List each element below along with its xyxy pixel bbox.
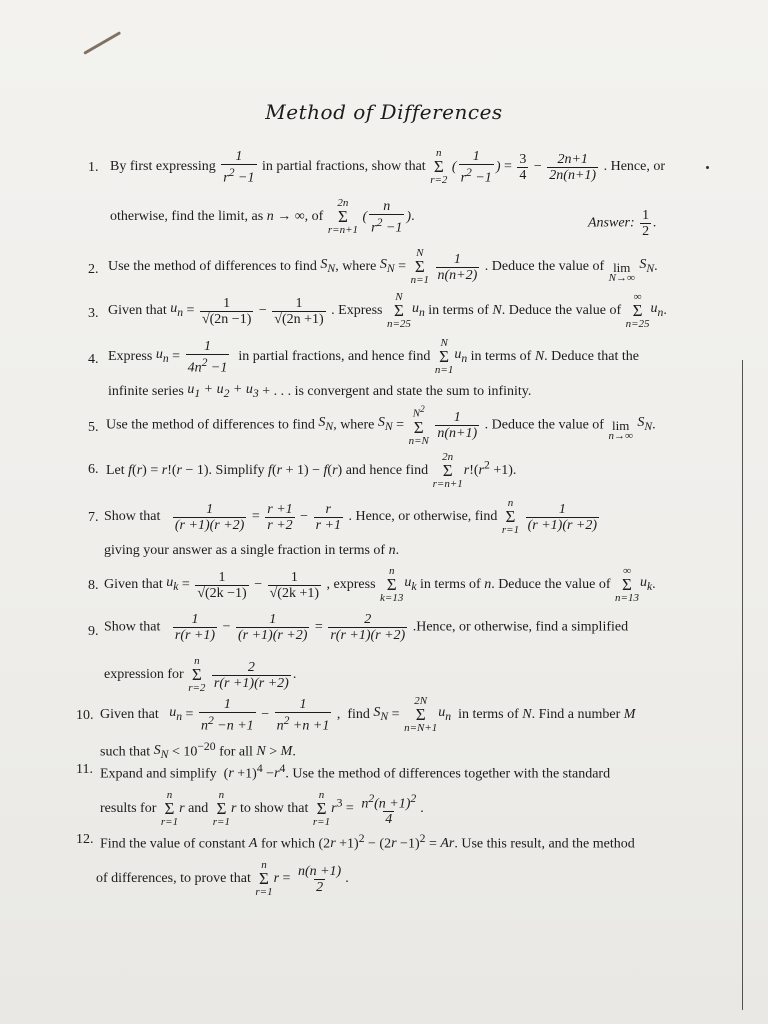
- question-2: Use the method of differences to find $S_N$, where $S_N$ = N Σ n=1 $\frac{1}{n(n+2)}$ . Deduce the value of lim N→∞ $S_N$.: [108, 247, 658, 286]
- question-10: Given that $u_n$ = $\frac{1}{n^2 -n +1}$ − $\frac{1}{n^2 +n +1}$ , find $S_N$ = 2N Σ n=N+1 $u_n$ in terms of N. Find a number M: [100, 695, 636, 734]
- question-number: 12.: [76, 832, 94, 847]
- question-number: 2.: [88, 262, 99, 277]
- question-10-continued: such that $S_N < 10^{-20}$ for all N > M.: [100, 740, 296, 761]
- question-4-continued: infinite series $u_1 + u_2 + u_3$ + . . . is convergent and state the sum to infinity.: [108, 382, 532, 400]
- question-12-continued: of differences, to prove that n Σ r=1 r = $\frac{n(n +1)}{2}$ .: [96, 859, 349, 898]
- question-4: Express $u_n$ = $\frac{1}{4n^2 -1}$ in partial fractions, and hence find N Σ n=1 $u_n$ in terms of N. Deduce that the: [108, 337, 640, 376]
- stray-mark: [706, 166, 709, 169]
- question-9-continued: expression for n Σ r=2 $\frac{2}{r(r +1)(r +2)}$ .: [104, 655, 297, 694]
- question-number: 5.: [88, 420, 99, 435]
- question-1: By first expressing $\frac{1}{r^2 -1}$ in partial fractions, show that n Σ r=2 ( $\frac{1}{r^2 -1}$ ) = $\frac{3}{4}$ − $\frac{2n+1}{2n(n+1)}$ . Hence, or: [110, 147, 665, 186]
- question-number: 8.: [88, 578, 99, 593]
- question-7-continued: giving your answer as a single fraction in terms of n.: [104, 543, 400, 559]
- question-number: 3.: [88, 306, 99, 321]
- page-title: Method of Differences: [265, 100, 503, 124]
- question-3: Given that $u_n$ = $\frac{1}{√(2n -1)}$ − $\frac{1}{√(2n +1)}$ . Express N Σ n=25 $u_n$ in terms of N. Deduce the value of ∞ Σ n=25 $u_n$.: [108, 291, 667, 330]
- question-5: Use the method of differences to find $S_N$, where $S_N$ = $N^2$ Σ n=N $\frac{1}{n(n+1)}$ . Deduce the value of lim n→∞ $S_N$.: [106, 404, 656, 447]
- question-number: 9.: [88, 624, 99, 639]
- question-number: 1.: [88, 160, 99, 175]
- question-7: Show that $\frac{1}{(r +1)(r +2)}$ = $\frac{r +1}{r +2}$ − $\frac{r}{r +1}$ . Hence, or otherwise, find n Σ r=1 $\frac{1}{(r +1)(r +2)}$: [104, 497, 598, 536]
- question-9: Show that $\frac{1}{r(r +1)}$ − $\frac{1}{(r +1)(r +2)}$ = $\frac{2}{r(r +1)(r +2)}$ .Hence, or otherwise, find a simplified: [104, 612, 629, 643]
- question-8: Given that $u_k$ = $\frac{1}{√(2k -1)}$ − $\frac{1}{√(2k +1)}$ , express n Σ k=13 $u_k$ in terms of n. Deduce the value of ∞ Σ n=13 $u_k$.: [104, 565, 656, 604]
- question-11-continued: results for n Σ r=1 r and n Σ r=1 r to show that n Σ r=1 $r^3$ = $\frac{n^2(n +1)^2}{4}$ .: [100, 789, 424, 828]
- question-number: 6.: [88, 462, 99, 477]
- question-number: 11.: [76, 762, 93, 777]
- question-number: 7.: [88, 510, 99, 525]
- pencil-mark: [83, 31, 121, 55]
- question-12: Find the value of constant A for which $(2r +1)^2 - (2r -1)^2 = Ar$. Use this result, and the method: [100, 832, 635, 852]
- page-edge-line: [742, 360, 743, 1010]
- question-1-continued: otherwise, find the limit, as n → ∞, of 2n Σ r=n+1 ( $\frac{n}{r^2 -1}$ ).: [110, 197, 415, 236]
- question-11: Expand and simplify $(r +1)^4 -r^4$. Use the method of differences together with the standard: [100, 762, 611, 782]
- question-6: Let f(r) = r!(r − 1). Simplify f(r + 1) − f(r) and hence find 2n Σ r=n+1 $r!(r^2 +1)$.: [106, 451, 517, 490]
- answer-1: Answer: $\frac{1}{2}$ .: [588, 208, 657, 239]
- question-number: 10.: [76, 708, 94, 723]
- question-number: 4.: [88, 352, 99, 367]
